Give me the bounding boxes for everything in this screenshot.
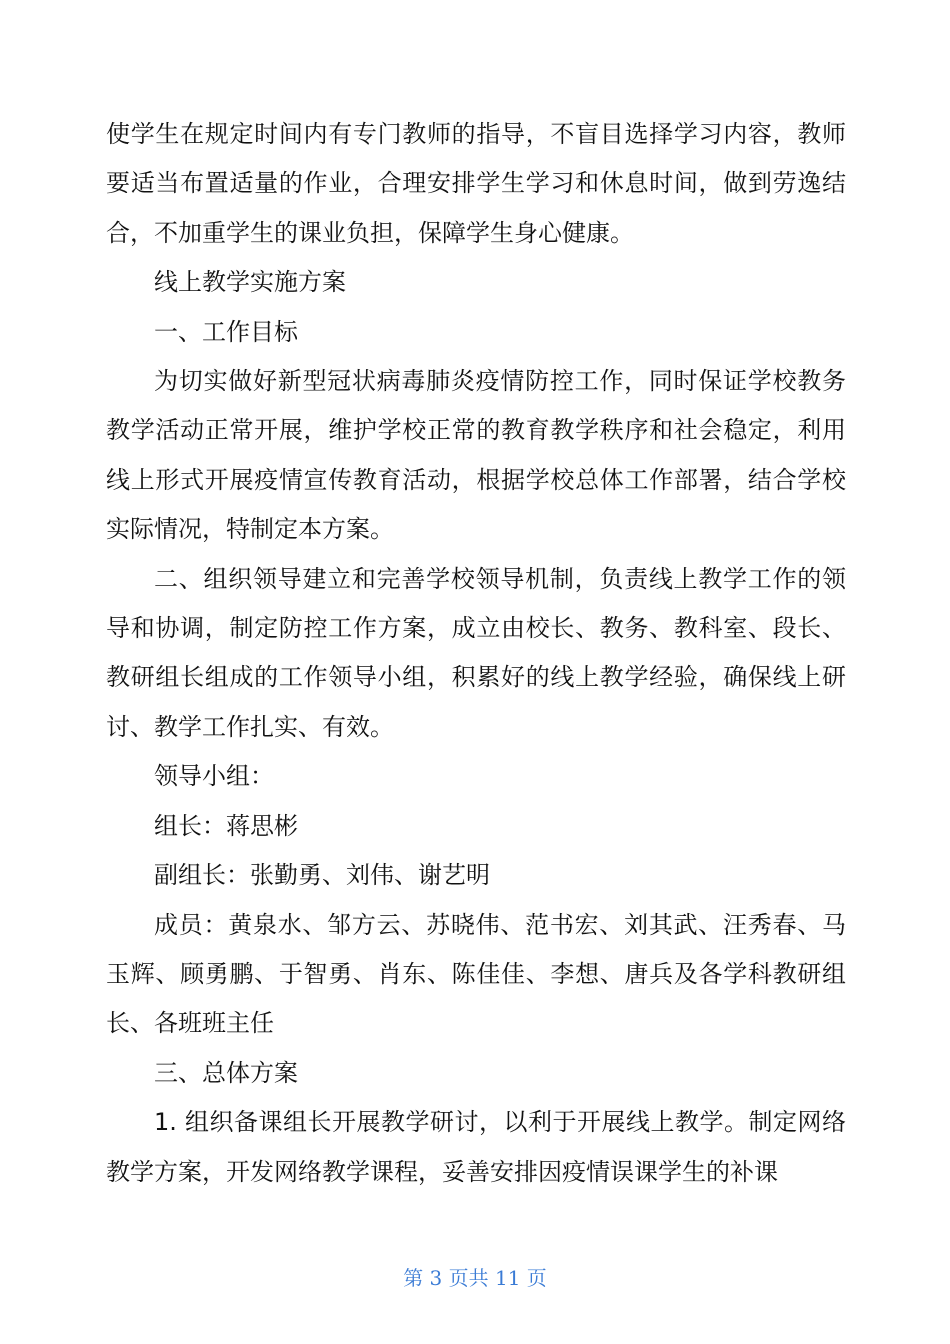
paragraph: 为切实做好新型冠状病毒肺炎疫情防控工作，同时保证学校教务教学活动正常开展，维护学校正常的教育教学秩序和社会稳定，利用线上形式开展疫情宣传教育活动，根据学校总体工作部署，结合学校实际情况，特制定本方案。: [106, 367, 846, 544]
list-item: 副组长：张勤勇、刘伟、谢艺明: [154, 861, 490, 890]
list-item: 组长：蒋思彬: [154, 811, 298, 840]
section-title: 线上教学实施方案: [154, 268, 346, 297]
page-number-footer: 第 3 页共 11 页: [403, 1266, 547, 1290]
list-heading: 领导小组：: [154, 762, 274, 791]
section-heading: 一、工作目标: [154, 317, 298, 346]
paragraph: 二、组织领导建立和完善学校领导机制，负责线上教学工作的领导和协调，制定防控工作方案，成立由校长、教务、教科室、段长、教研组长组成的工作领导小组，积累好的线上教学经验，确保线上研讨、教学工作扎实、有效。: [106, 564, 846, 741]
list-item: 成员：黄泉水、邹方云、苏晓伟、范书宏、刘其武、汪秀春、马玉辉、顾勇鹏、于智勇、肖东、陈佳佳、李想、唐兵及各学科教研组长、各班班主任: [106, 910, 846, 1038]
document-body: [106, 110, 846, 1197]
paragraph: 使学生在规定时间内有专门教师的指导，不盲目选择学习内容，教师要适当布置适量的作业，合理安排学生学习和休息时间，做到劳逸结合，不加重学生的课业负担，保障学生身心健康。: [106, 120, 846, 247]
paragraph: 1. 组织备课组长开展教学研讨，以利于开展线上教学。制定网络教学方案，开发网络教学课程，妥善安排因疫情误课学生的补课: [106, 1108, 846, 1186]
section-heading: 三、总体方案: [154, 1058, 298, 1087]
